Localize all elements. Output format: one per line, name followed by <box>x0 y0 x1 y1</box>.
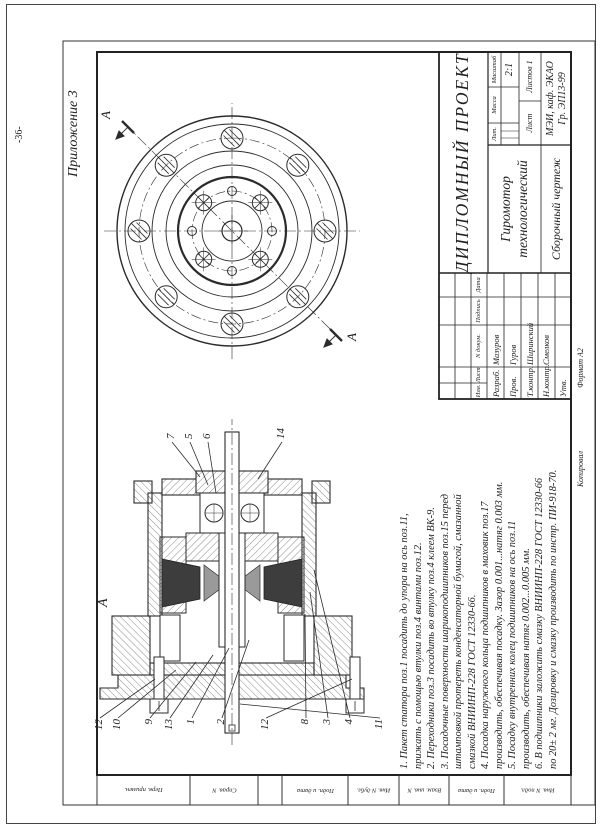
title-row-name: Смелков <box>541 335 551 365</box>
position-number: 4 <box>343 719 355 725</box>
title-row-role: Н.контр. <box>541 364 551 397</box>
title-project: ДИПЛОМНЫЙ ПРОЕКТ <box>452 52 472 273</box>
position-number: 12 <box>259 719 271 730</box>
title-header-list: Лист <box>475 367 482 383</box>
title-org-line2: Гр. ЭП13-99 <box>557 72 568 125</box>
title-sheet-label: Лист <box>525 113 534 133</box>
title-product-name-line1: Гиромотор <box>498 176 513 242</box>
title-scale-value: 2:1 <box>504 62 515 77</box>
position-number: 11 <box>373 719 385 730</box>
section-arrow-label-lower: А <box>344 333 359 341</box>
title-lit-label: Лит. <box>491 126 498 142</box>
note-line: по 20± 2 мг. Дозировку и смазку производить по инстр. ПИ-918-70. <box>547 469 559 769</box>
title-row-name: Ширинский <box>525 322 535 365</box>
note-line: производить, обеспечивая посадку. Зазор 0.001...натяг 0.003 мм. <box>493 481 505 769</box>
position-number: 3 <box>321 719 333 725</box>
title-row-name: Гуров <box>508 344 518 365</box>
note-line: 4. Посадка наружного кольца подшипников в маховик поз.17 <box>480 501 491 769</box>
title-mass-label: Масса <box>491 96 498 114</box>
note-line: штамповкой протереть конденсаторной бумагой, смазанной <box>453 494 464 769</box>
margin-field-vzam-inv: Взам. инв. N <box>406 786 442 794</box>
margin-field-podp-data-1: Подп. и дата <box>296 786 334 794</box>
position-number: 13 <box>163 719 175 730</box>
position-number: 7 <box>165 433 177 439</box>
title-org-line1: МЭИ, каф. ЭКАО <box>545 61 556 136</box>
note-line: прижать с помощью втулки поз.4 винтами поз.12. <box>412 542 424 769</box>
title-product-name-line2: технологический <box>515 160 530 258</box>
position-number: 5 <box>183 433 195 439</box>
title-row-name: Мазуров <box>491 334 501 365</box>
title-row-role: Утв. <box>558 379 568 397</box>
title-header-izm: Изм. <box>475 384 482 398</box>
title-scale-label: Масштаб <box>491 55 498 84</box>
note-line: 6. В подшипники заложить смазку ВНИИНП-228 ГОСТ 12330-66 <box>534 477 545 769</box>
note-line: 2. Переходники поз.3 посадить во втулку поз.4 клеем ВК-9. <box>426 507 437 769</box>
position-number: 9 <box>143 719 155 725</box>
title-row-role: Разраб. <box>491 369 501 397</box>
position-number: 12 <box>93 719 105 730</box>
section-view-label: А <box>96 598 111 607</box>
margin-field-perv-primen: Перв. примен. <box>124 786 163 794</box>
title-row-role: Пров. <box>508 376 518 397</box>
thesis-page-number: -36- <box>14 126 25 143</box>
margin-field-sprav-n: Справ. N <box>211 786 237 794</box>
section-arrow-label-upper: А <box>98 111 113 119</box>
title-header-sign: Подпись <box>475 299 482 323</box>
margin-field-inv-podl: Инв. N подл. <box>520 786 555 794</box>
position-number: 14 <box>275 428 287 439</box>
title-sheets-label: Листов 1 <box>525 60 534 93</box>
position-number: 8 <box>299 719 311 725</box>
technical-notes <box>398 397 560 769</box>
title-header-date: Дата <box>475 277 482 293</box>
appendix-label: Приложение 3 <box>66 90 81 177</box>
position-number: 6 <box>201 433 213 439</box>
title-doc-type: Сборочный чертеж <box>549 157 563 261</box>
note-line: 5. Посадку внутренних колец подшипников на ось поз.11 <box>507 520 518 769</box>
margin-field-podp-data-2: Подп. и дата <box>457 786 496 794</box>
note-line: производить, обеспечивая натяг 0.002...0.005 мм. <box>520 548 532 769</box>
title-header-doc-no: N докум. <box>475 333 482 359</box>
note-line: смазкой ВНИИНП-228 ГОСТ 12330-66. <box>466 594 478 769</box>
note-line: 3. Посадочные поверхности шарикоподшипников поз.15 перед <box>439 494 451 769</box>
note-line: 1. Пакет статора поз.1 посадить до упора на ось поз.11, <box>399 513 410 769</box>
footer-format-label: Формат А2 <box>576 348 585 388</box>
margin-field-inv-dubl: Инв. N дубл. <box>356 786 391 794</box>
title-row-role: Т.контр. <box>525 366 535 397</box>
position-number: 1 <box>185 719 197 725</box>
footer-copied-label: Копировал <box>576 451 585 487</box>
position-number: 2 <box>215 719 227 725</box>
position-number: 10 <box>111 719 123 730</box>
